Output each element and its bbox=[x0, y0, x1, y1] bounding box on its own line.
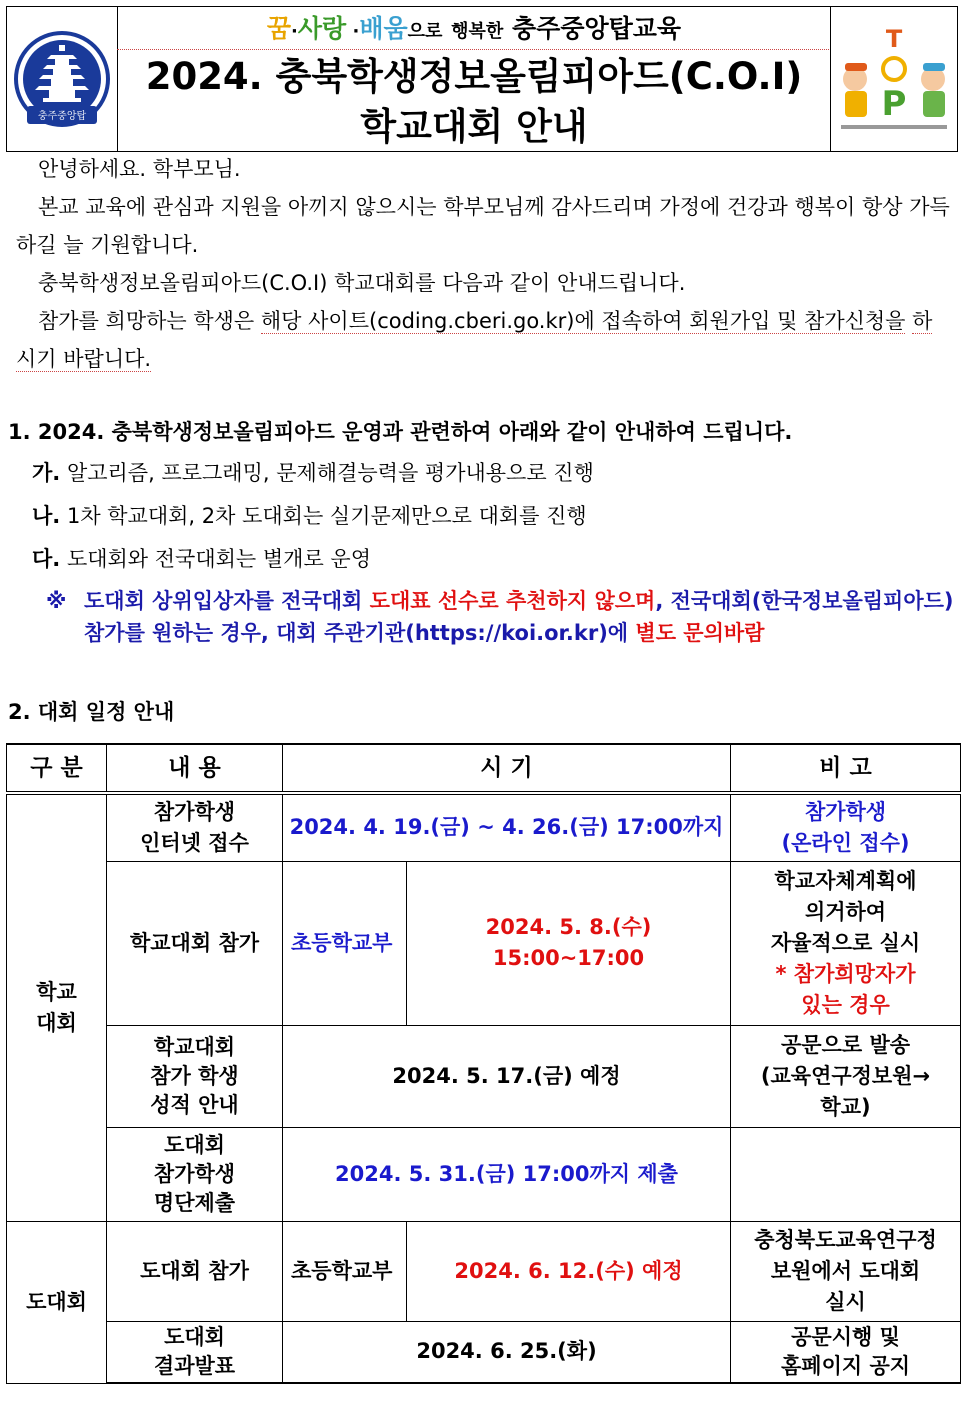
header-box bbox=[6, 6, 958, 152]
pagoda-logo-icon bbox=[7, 7, 117, 151]
section-operation bbox=[8, 412, 958, 649]
note-mark: ※ bbox=[46, 589, 67, 613]
slogan-word-baeum: 배움 bbox=[359, 14, 408, 43]
header-note: 비 고 bbox=[731, 744, 961, 793]
section-1-heading: 1. 2024. 충북학생정보올림피아드 운영과 관련하여 아래와 같이 안내하여 드립니다. bbox=[8, 420, 793, 444]
table-row: 학교대회 참가 초등학교부 2024. 5. 8.(수) 15:00~17:00 학교자체계획에 의거하여 자율적으로 실시 * 참가희망자가 있는 경우 bbox=[7, 861, 961, 1025]
section-2-heading: 2. 대회 일정 안내 bbox=[8, 700, 175, 724]
schedule-table bbox=[6, 743, 961, 1384]
mascot-top-icon bbox=[831, 7, 957, 151]
mascot-letter-p: P bbox=[881, 84, 907, 124]
intro-apply bbox=[16, 302, 950, 378]
intro-thanks: 본교 교육에 관심과 지원을 아끼지 않으시는 학부모님께 감사드리며 가정에 건강과 행복이 항상 가득하길 늘 기원합니다. bbox=[16, 195, 950, 257]
list-item: 나. 1차 학교대회, 2차 도대회는 실기문제만으로 대회를 진행 bbox=[32, 504, 587, 528]
header-content: 내 용 bbox=[107, 744, 283, 793]
title-line-1: 2024. 충북학생정보올림피아드(C.O.I) bbox=[145, 55, 803, 98]
intro-paragraphs bbox=[16, 150, 950, 378]
intro-notice: 충북학생정보올림피아드(C.O.I) 학교대회를 다음과 같이 안내드립니다. bbox=[38, 271, 686, 295]
slogan bbox=[117, 9, 831, 50]
group-school-contest: 학교 대회 bbox=[7, 793, 107, 1221]
slogan-word-sarang: 사랑 bbox=[297, 14, 347, 43]
slogan-dot: · bbox=[352, 21, 360, 42]
table-row: 도대회 결과발표 2024. 6. 25.(화) 공문시행 및 홈페이지 공지 bbox=[7, 1321, 961, 1383]
intro-greeting: 안녕하세요. 학부모님. bbox=[38, 157, 241, 181]
apply-text-end: 하시기 바랍니다. bbox=[16, 309, 933, 371]
table-row: 학교대회 참가 학생 성적 안내 2024. 5. 17.(금) 예정 공문으로 발송 (교육연구정보원→ 학교) bbox=[7, 1025, 961, 1127]
table-row: 도대회 도대회 참가 초등학교부 2024. 6. 12.(수) 예정 충청북도교육연구정 보원에서 도대회 실시 bbox=[7, 1221, 961, 1321]
list-item: 가. 알고리즘, 프로그래밍, 문제해결능력을 평가내용으로 진행 bbox=[32, 461, 594, 485]
slogan-dot: · bbox=[291, 21, 298, 42]
header-period: 시 기 bbox=[283, 744, 731, 793]
table-header-row bbox=[7, 744, 961, 793]
slogan-word-kkum: 꿈 bbox=[266, 14, 292, 43]
slogan-word-haengbok: 행복한 bbox=[451, 21, 504, 42]
title-line-2: 학교대회 안내 bbox=[360, 105, 588, 148]
apply-site-link[interactable]: 해당 사이트(coding.cberi.go.kr)에 접속하여 회원가입 및 참가신청을 bbox=[260, 309, 906, 333]
school-logo bbox=[7, 7, 118, 151]
apply-text: 참가를 희망하는 학생은 bbox=[38, 309, 261, 333]
header-titles bbox=[117, 7, 831, 151]
top-mascot bbox=[830, 7, 957, 151]
slogan-school: 충주중앙탑교육 bbox=[512, 14, 682, 43]
group-provincial-contest: 도대회 bbox=[7, 1221, 107, 1383]
note-national-contest: ※ 도대회 상위입상자를 전국대회 도대표 선수로 추천하지 않으며, 전국대회(한국정보올림피아드) 참가를 원하는 경우, 대회 주관기관(https://koi.or.kr)에 별도 문의바람 bbox=[8, 585, 958, 649]
list-item: 다. 도대회와 전국대회는 별개로 운영 bbox=[32, 547, 371, 571]
table-row: 도대회 참가학생 명단제출 2024. 5. 31.(금) 17:00까지 제출 bbox=[7, 1127, 961, 1221]
logo-label: 충주중앙탑 bbox=[37, 111, 87, 122]
header-category: 구 분 bbox=[7, 744, 107, 793]
mascot-letter-t: T bbox=[885, 25, 903, 53]
slogan-word-euro: 으로 bbox=[407, 21, 443, 42]
table-row: 학교 대회 참가학생 인터넷 접수 2024. 4. 19.(금) ~ 4. 26.(금) 17:00까지 참가학생 (온라인 접수) bbox=[7, 793, 961, 861]
